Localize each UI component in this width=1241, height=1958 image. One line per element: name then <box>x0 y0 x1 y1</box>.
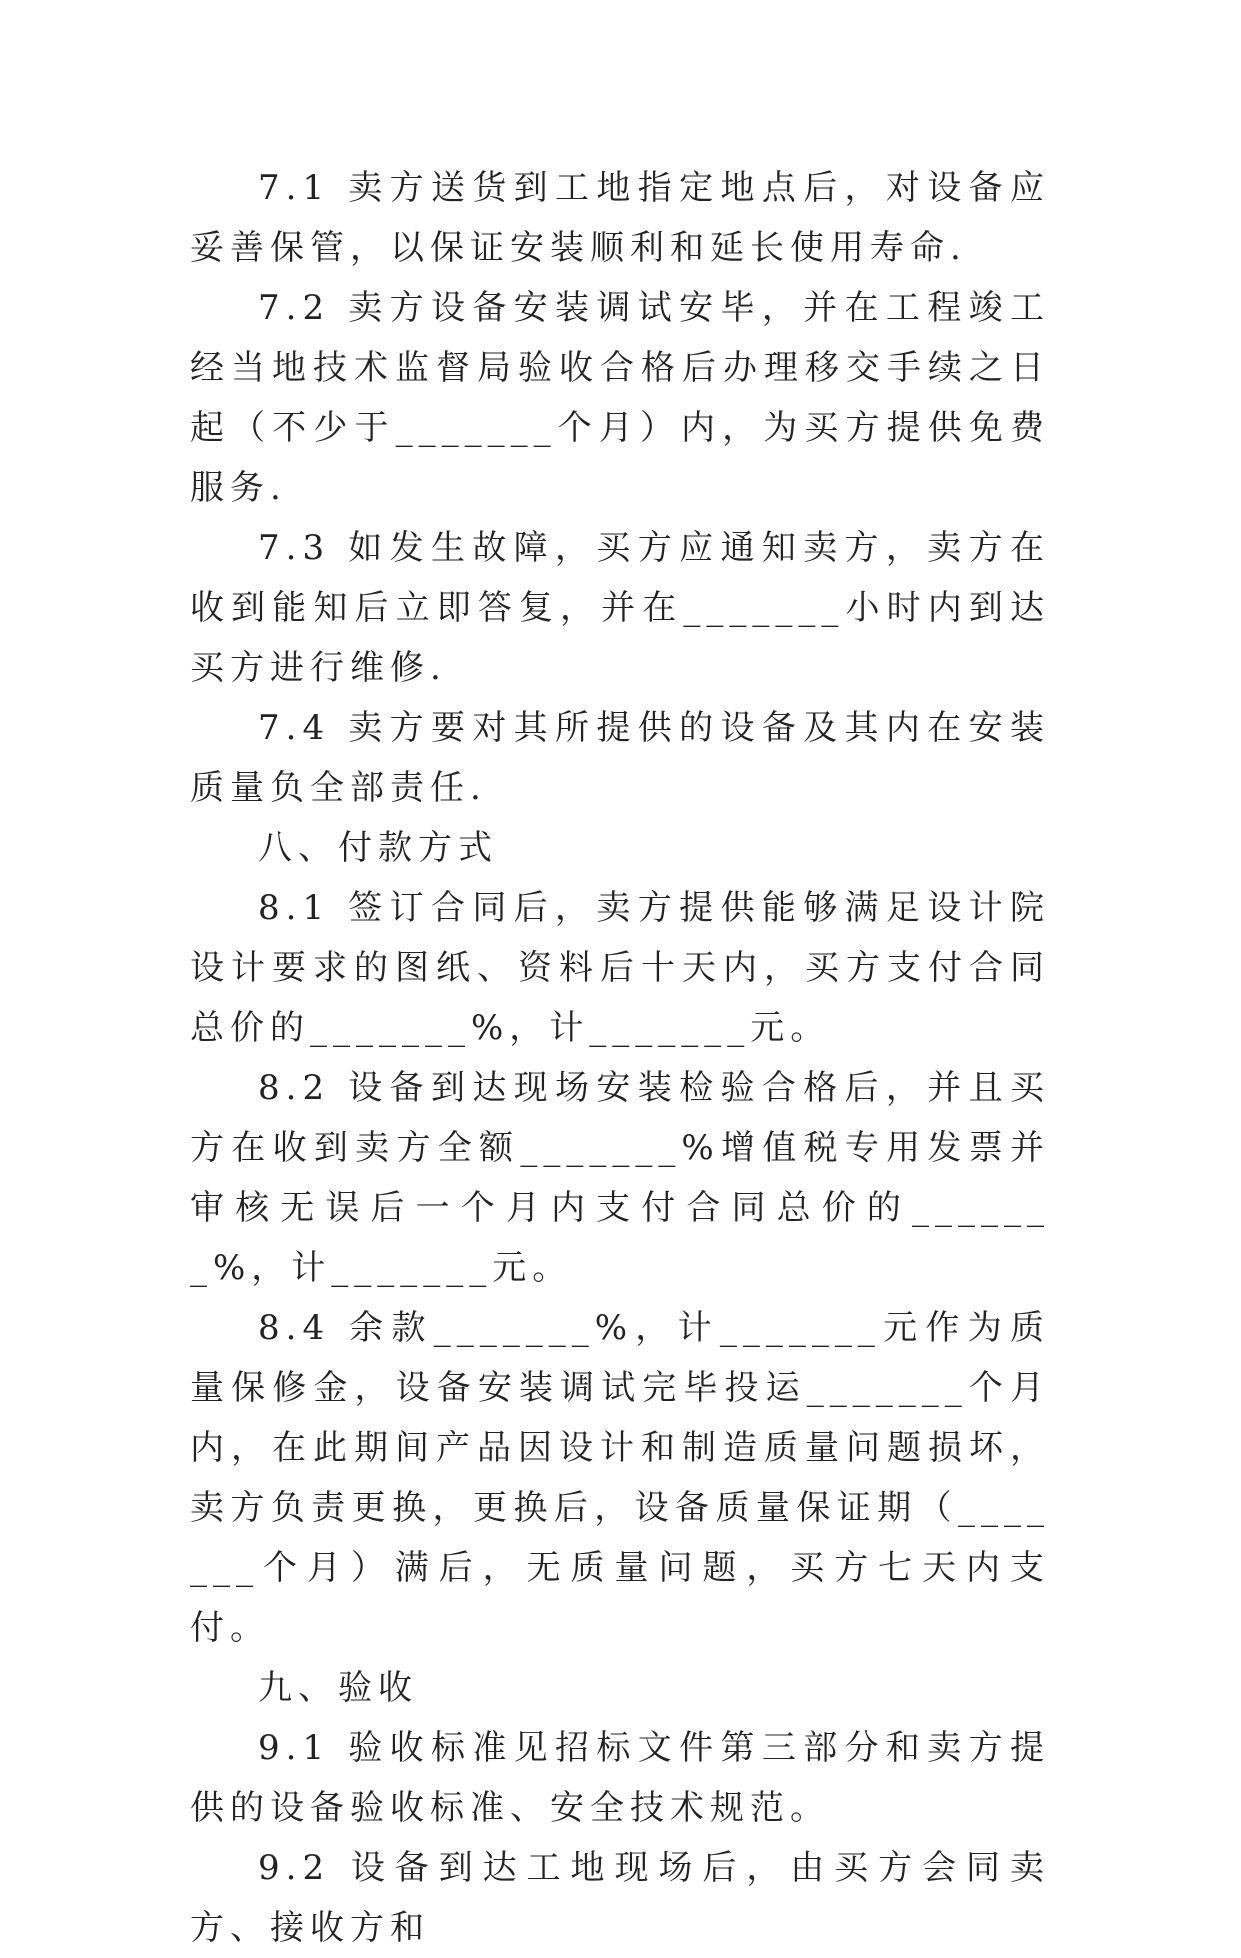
section-heading-acceptance: 九、验收 <box>258 1668 418 1708</box>
clause-7-4: 7.4 卖方要对其所提供的设备及其内在安装质量负全部责任. <box>190 708 1050 808</box>
clause-8-1: 8.1 签订合同后，卖方提供能够满足设计院设计要求的图纸、资料后十天内，买方支付合同总价的_______%，计_______元。 <box>190 888 1050 1048</box>
section-heading-payment: 八、付款方式 <box>258 828 498 868</box>
clause-8-2: 8.2 设备到达现场安装检验合格后，并且买方在收到卖方全额_______%增值税专用发票并审核无误后一个月内支付合同总价的_______%，计_______元。 <box>190 1068 1050 1288</box>
clause-7-2: 7.2 卖方设备安装调试安毕，并在工程竣工经当地技术监督局验收合格后办理移交手续之日起（不少于_______个月）内，为买方提供免费服务. <box>190 288 1050 508</box>
clause-7-1: 7.1 卖方送货到工地指定地点后，对设备应妥善保管，以保证安装顺利和延长使用寿命. <box>190 168 1050 268</box>
clause-9-1: 9.1 验收标准见招标文件第三部分和卖方提供的设备验收标准、安全技术规范。 <box>190 1728 1050 1828</box>
document-body <box>190 158 1050 1958</box>
clause-7-3: 7.3 如发生故障，买方应通知卖方，卖方在收到能知后立即答复，并在_______小时内到达买方进行维修. <box>190 528 1050 688</box>
clause-8-4: 8.4 余款_______%，计_______元作为质量保修金，设备安装调试完毕投运_______个月内，在此期间产品因设计和制造质量问题损坏，卖方负责更换，更换后，设备质量保证期（_______个月）满后，无质量问题，买方七天内支付。 <box>190 1308 1050 1648</box>
clause-9-2: 9.2 设备到达工地现场后，由买方会同卖方、接收方和 <box>190 1848 1050 1948</box>
